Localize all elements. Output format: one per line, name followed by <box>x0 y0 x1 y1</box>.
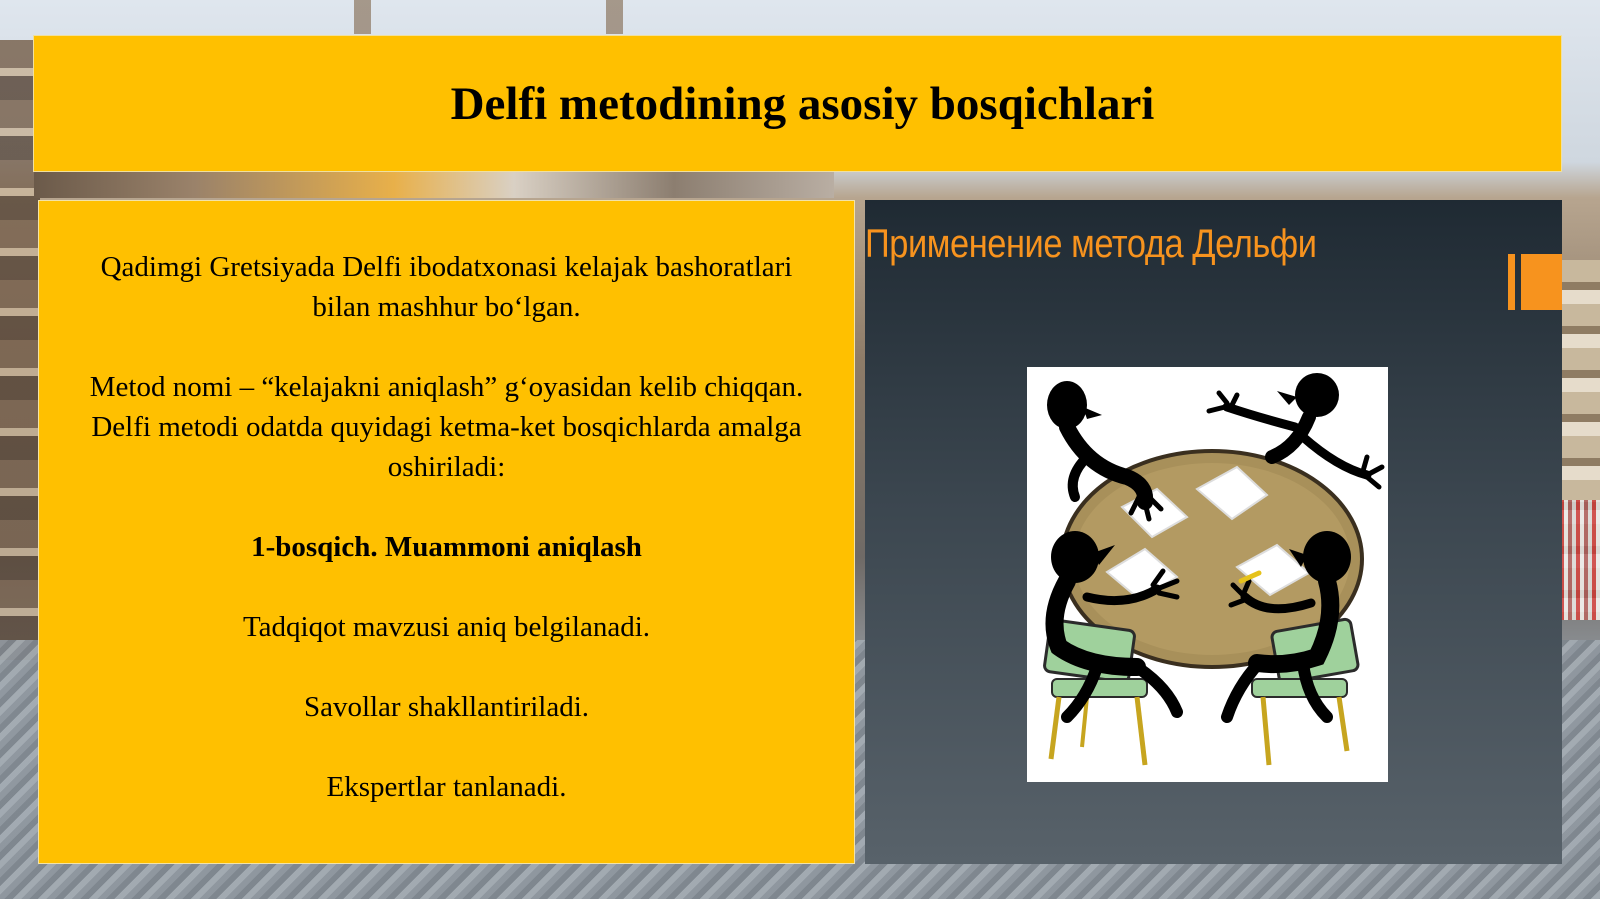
panel-heading: Применение метода Дельфи <box>865 222 1317 266</box>
background-photo-spires <box>270 0 690 34</box>
paragraph-stages-intro: Delfi metodi odatda quyidagi ketma-ket bosqichlarda amalga oshiriladi: <box>91 411 802 483</box>
background-photo-strip <box>34 172 834 198</box>
round-table-discussion-icon <box>1027 367 1388 782</box>
list-item: Tadqiqot mavzusi aniq belgilanadi. <box>242 611 651 643</box>
panel-accent-bar <box>1508 254 1562 310</box>
list-item: Savollar shakllantiriladi. <box>303 691 590 723</box>
text-box <box>38 200 855 864</box>
title-bar <box>33 35 1562 172</box>
list-item: Ekspertlar tanlanadi. <box>326 771 567 803</box>
image-panel <box>865 200 1562 864</box>
paragraph-history: Qadimgi Gretsiyada Delfi ibodatxonasi kelajak bashoratlari bilan mashhur bo‘lgan. <box>100 251 793 323</box>
paragraph-method-name: Metod nomi – “kelajakni aniqlash” g‘oyasidan kelib chiqqan. <box>89 371 804 403</box>
background-photo-crowd <box>1560 500 1600 620</box>
step-heading: 1-bosqich. Muammoni aniqlash <box>251 531 642 563</box>
slide-title: Delfi metodining asosiy bosqichlari <box>450 77 1155 130</box>
